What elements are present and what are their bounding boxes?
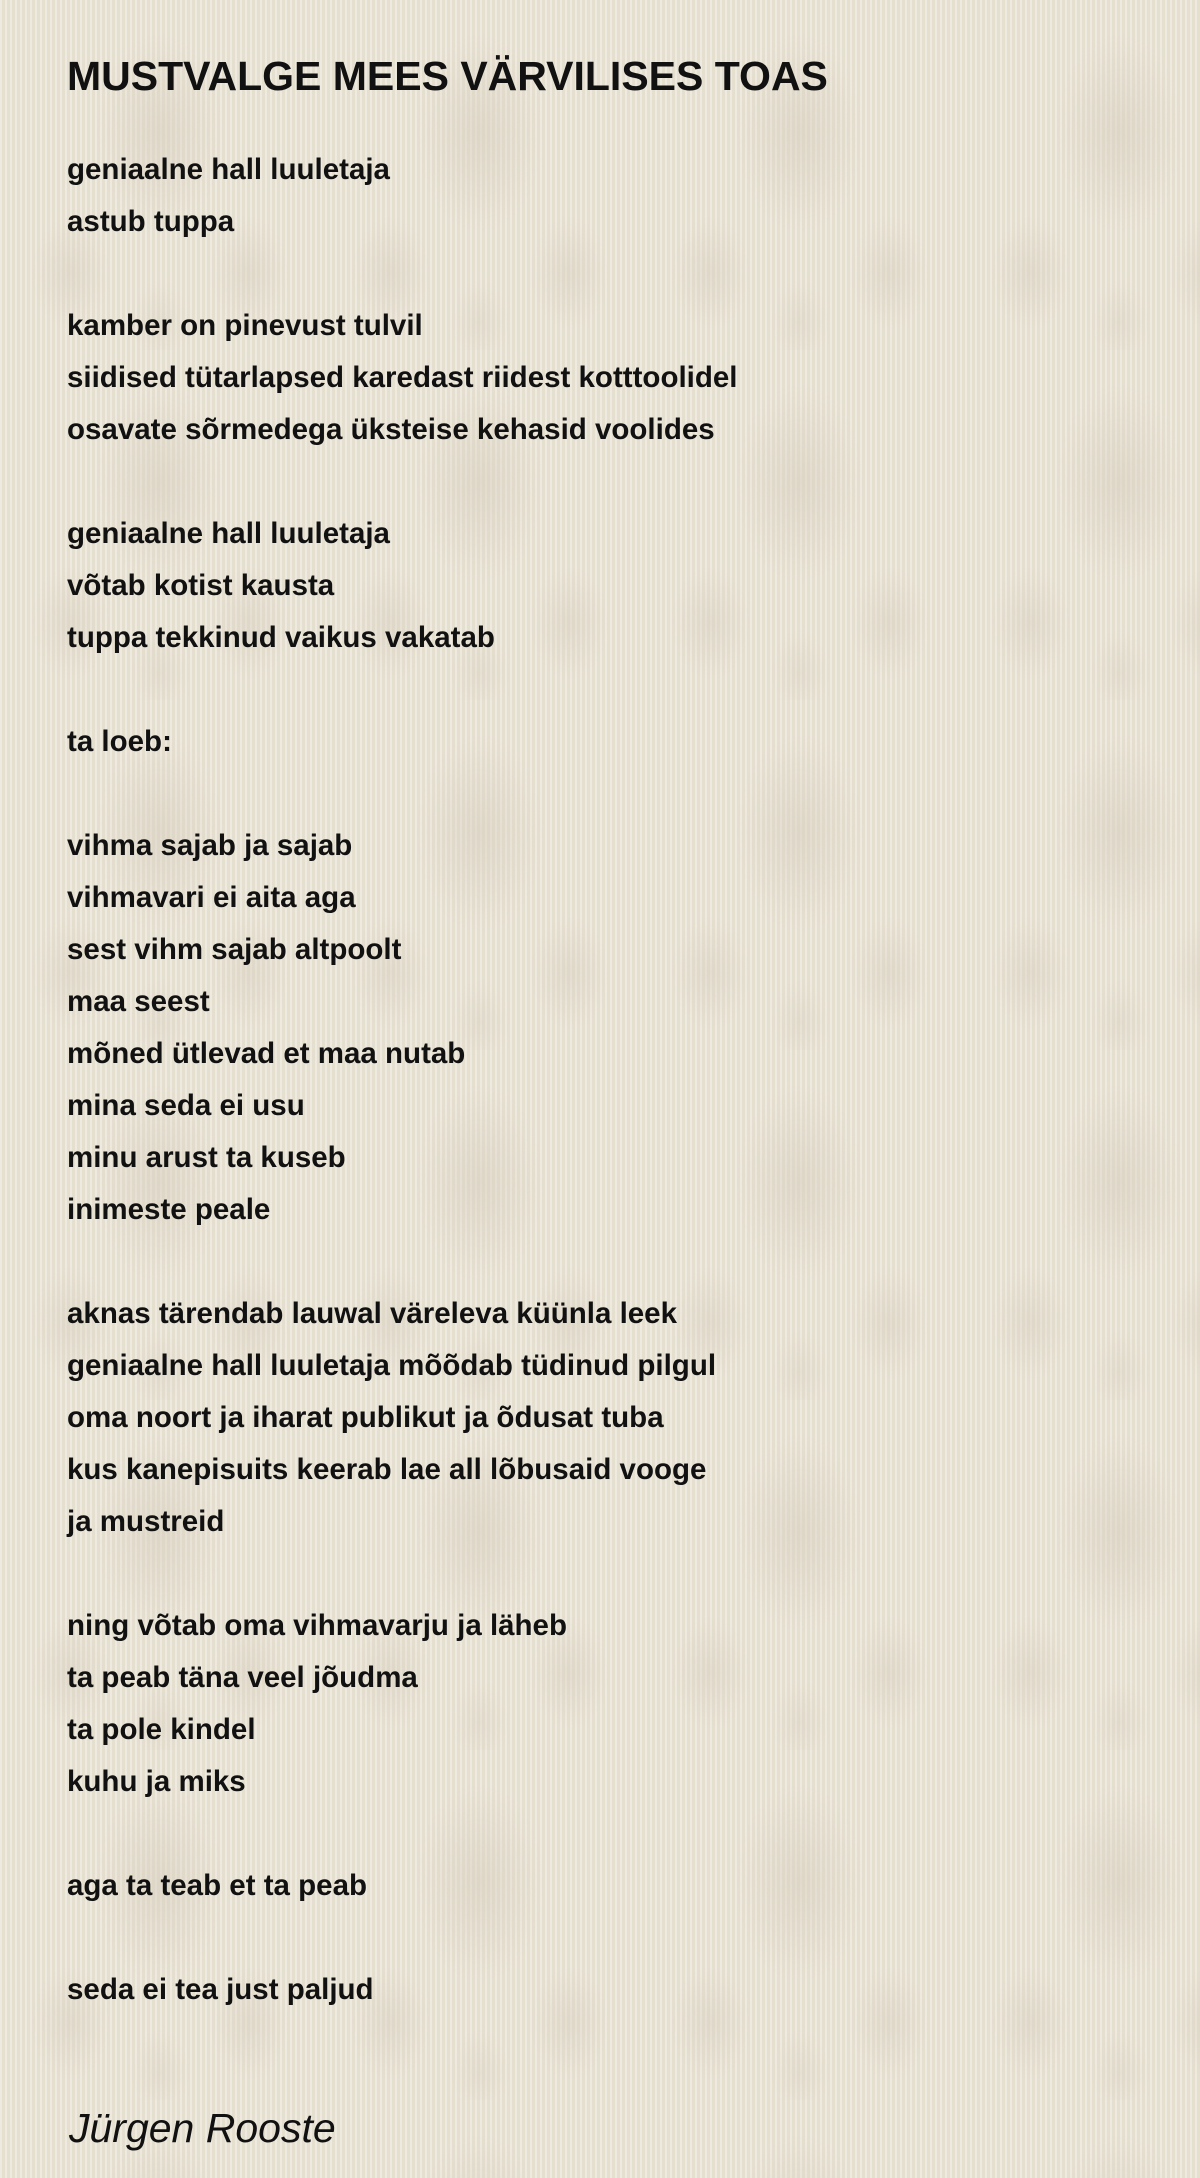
stanza: [67, 716, 737, 768]
stanza: [67, 300, 737, 456]
poem-title: MUSTVALGE MEES VÄRVILISES TOAS: [67, 53, 828, 99]
stanza-gap: [67, 1808, 737, 1860]
poem-line: kuhu ja miks: [67, 1765, 246, 1798]
poem-line: vihmavari ei aita aga: [67, 881, 356, 914]
poem-line: ning võtab oma vihmavarju ja läheb: [67, 1609, 567, 1642]
poem-line: ta loeb:: [67, 725, 172, 758]
poem-body: [67, 144, 737, 2016]
poem-line: võtab kotist kausta: [67, 569, 335, 602]
poem-line: aga ta teab et ta peab: [67, 1869, 368, 1902]
poem-line: tuppa tekkinud vaikus vakatab: [67, 621, 495, 654]
poem-line: siidised tütarlapsed karedast riidest kotttoolidel: [67, 361, 738, 394]
poem-line: geniaalne hall luuletaja: [67, 517, 390, 550]
poem-page: [67, 48, 1147, 2151]
stanza-gap: [67, 456, 737, 508]
poem-line: minu arust ta kuseb: [67, 1141, 346, 1174]
stanza-gap: [67, 768, 737, 820]
poem-line: kamber on pinevust tulvil: [67, 309, 423, 342]
poem-line: vihma sajab ja sajab: [67, 829, 353, 862]
poem-line: astub tuppa: [67, 205, 235, 238]
poem-line: mina seda ei usu: [67, 1089, 305, 1122]
poem-line: mõned ütlevad et maa nutab: [67, 1037, 466, 1070]
stanza-gap: [67, 248, 737, 300]
stanza: [67, 144, 737, 248]
poem-line: seda ei tea just paljud: [67, 1973, 374, 2006]
stanza-gap: [67, 1236, 737, 1288]
poem-line: sest vihm sajab altpoolt: [67, 933, 402, 966]
poem-line: maa seest: [67, 985, 210, 1018]
stanza-gap: [67, 1548, 737, 1600]
poem-line: ta peab täna veel jõudma: [67, 1661, 418, 1694]
poem-line: ta pole kindel: [67, 1713, 256, 1746]
poem-author: Jürgen Rooste: [69, 2105, 336, 2151]
stanza: [67, 508, 737, 664]
poem-line: kus kanepisuits keerab lae all lõbusaid vooge: [67, 1453, 707, 1486]
poem-line: oma noort ja iharat publikut ja õdusat tuba: [67, 1401, 664, 1434]
stanza: [67, 820, 737, 1236]
stanza-gap: [67, 1912, 737, 1964]
poem-line: aknas tärendab lauwal väreleva küünla leek: [67, 1297, 677, 1330]
stanza-gap: [67, 664, 737, 716]
poem-line: osavate sõrmedega üksteise kehasid voolides: [67, 413, 715, 446]
stanza: [67, 1288, 737, 1548]
stanza: [67, 1860, 737, 1912]
poem-line: geniaalne hall luuletaja mõõdab tüdinud pilgul: [67, 1349, 717, 1382]
poem-line: geniaalne hall luuletaja: [67, 153, 390, 186]
stanza: [67, 1964, 737, 2016]
stanza: [67, 1600, 737, 1808]
poem-line: ja mustreid: [67, 1505, 225, 1538]
poem-line: inimeste peale: [67, 1193, 271, 1226]
